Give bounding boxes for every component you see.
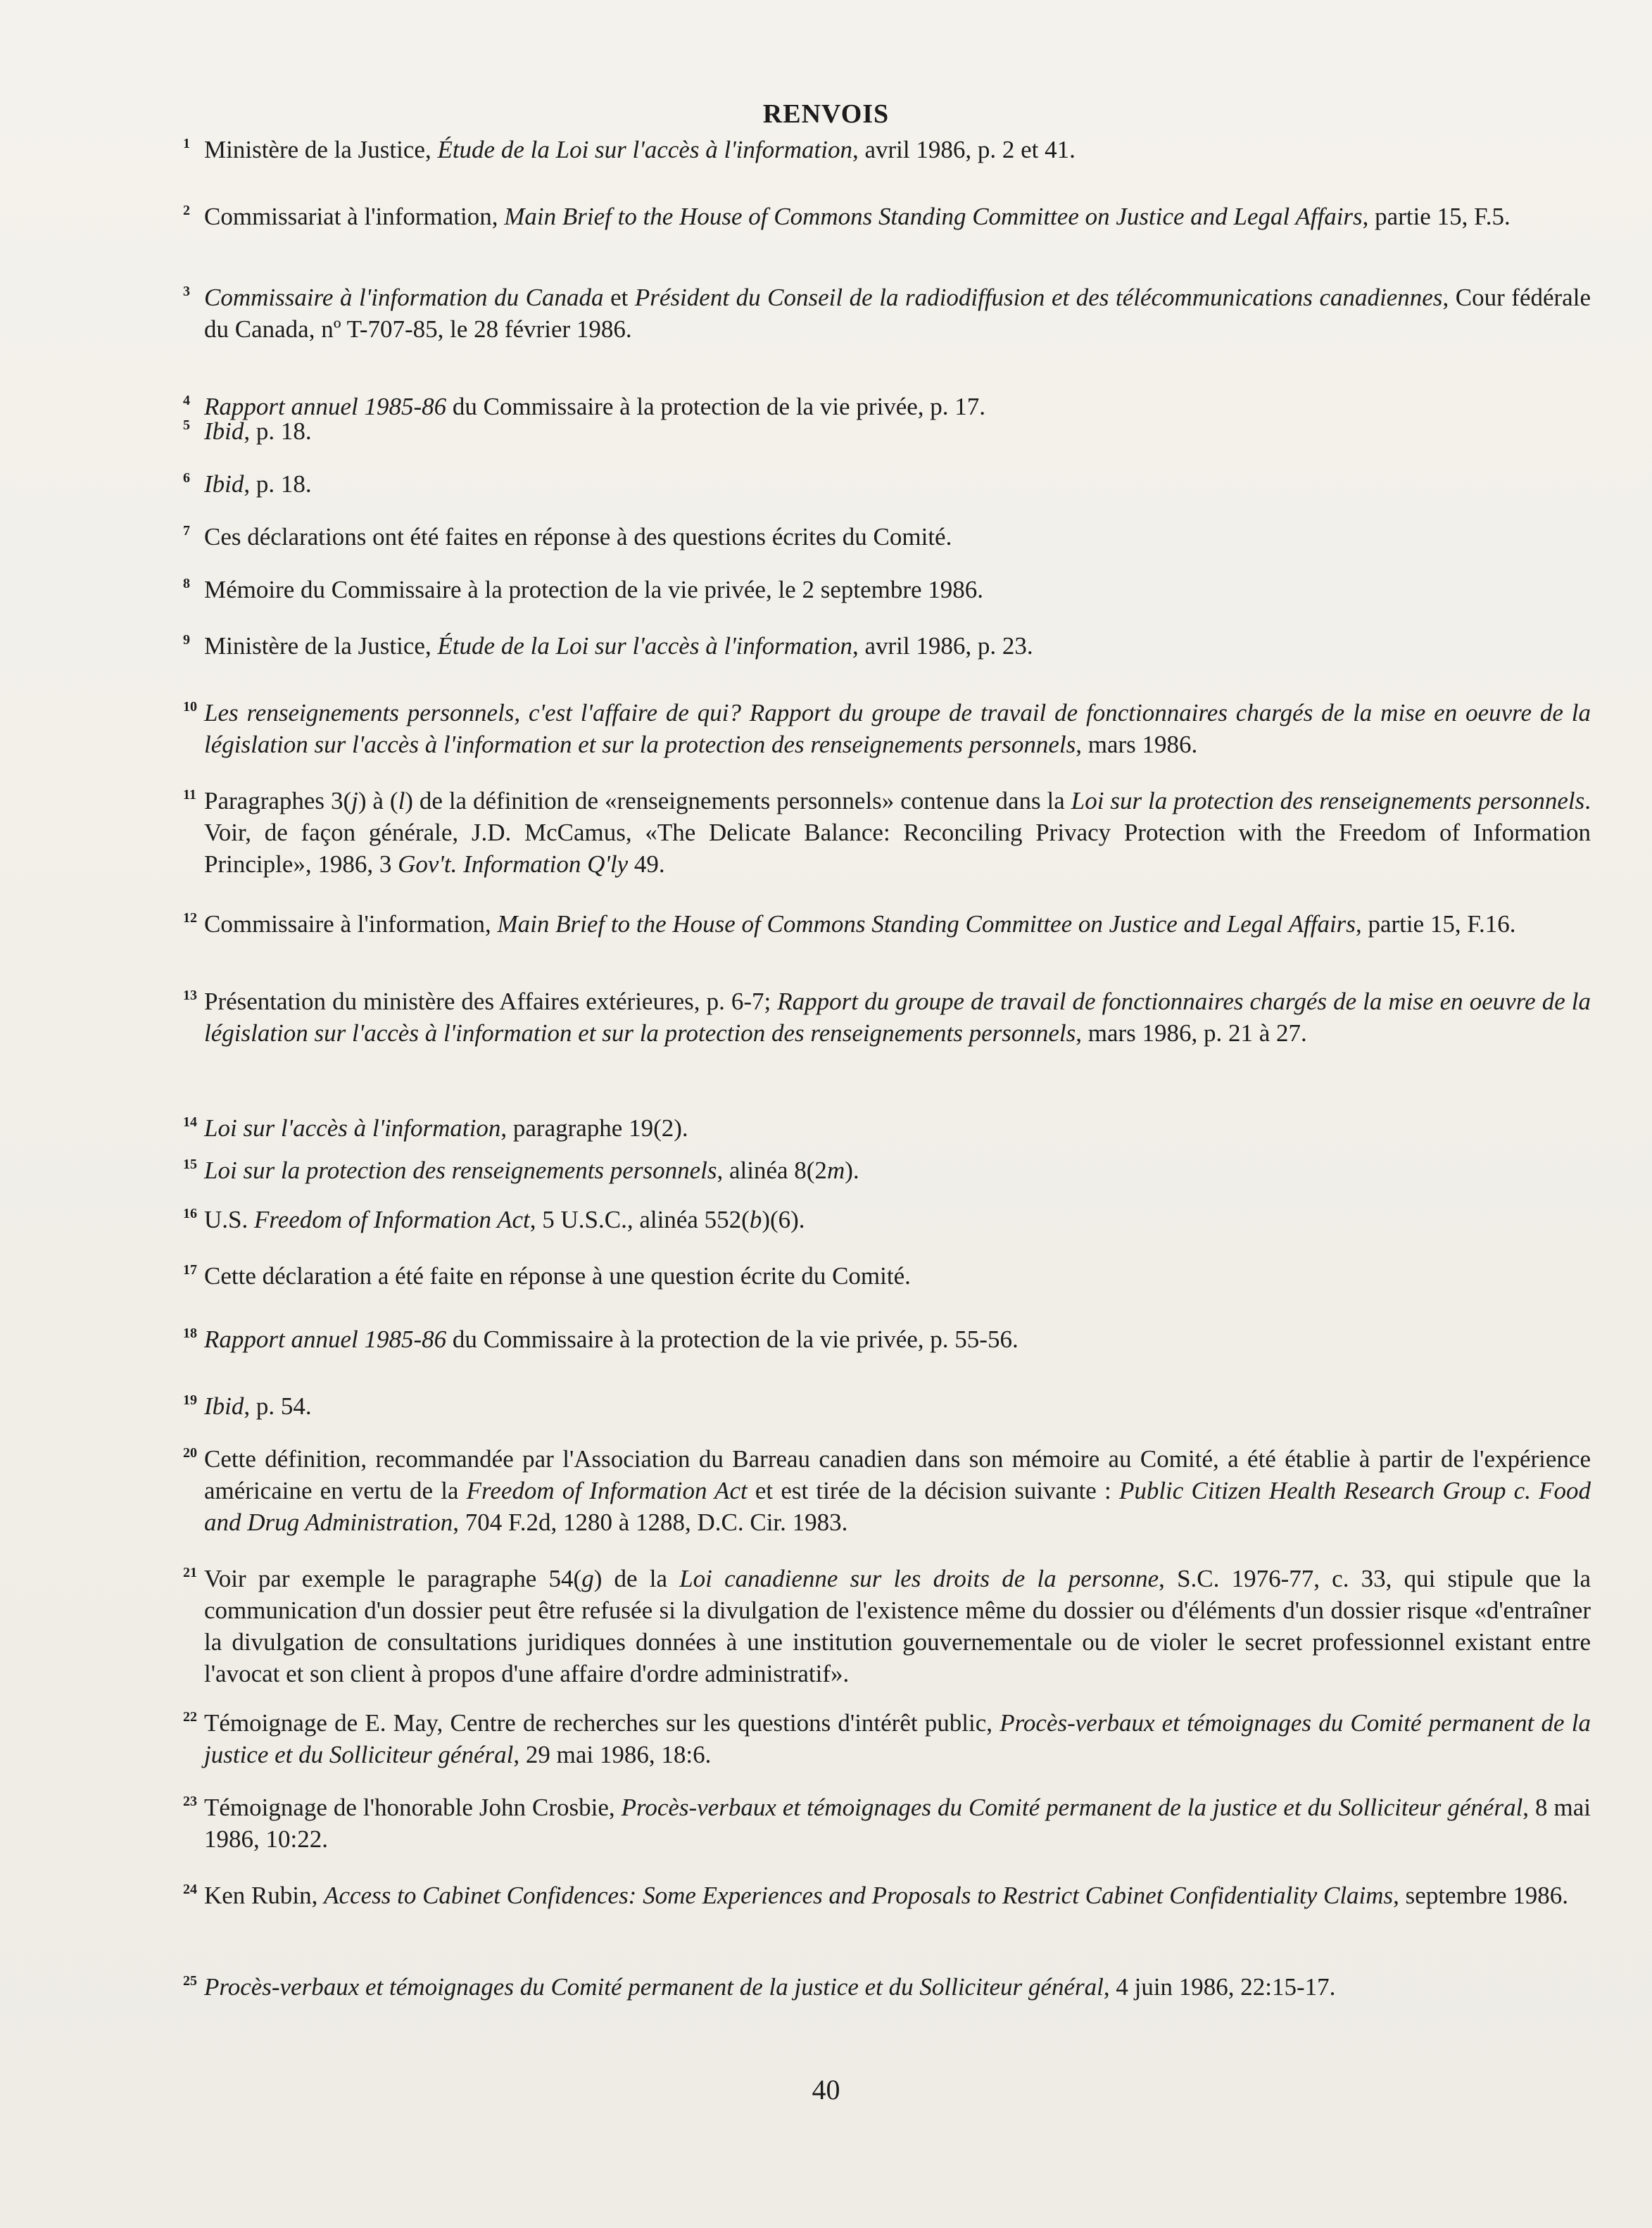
citation-text: , avril 1986, p. 23. — [852, 632, 1033, 660]
italic-citation: Étude de la Loi sur l'accès à l'information — [437, 632, 852, 660]
italic-citation: Ibid — [204, 470, 244, 498]
citation-text: Ministère de la Justice, — [204, 136, 438, 163]
italic-citation: Ibid — [204, 1392, 244, 1420]
endnote-number: 15 — [183, 1157, 197, 1172]
citation-text: ) de la définition de «renseignements personnels» contenue dans la — [405, 787, 1071, 814]
citation-text: Ministère de la Justice, — [204, 632, 438, 660]
endnote-text — [204, 787, 1591, 878]
endnote-text — [204, 1882, 1568, 1909]
endnote-number: 22 — [183, 1709, 197, 1725]
citation-text: , Cour fédérale du Canada, nº T-707-85, le 28 février 1986. — [204, 284, 1591, 343]
endnote-number: 24 — [183, 1882, 197, 1897]
italic-citation: Président du Conseil de la radiodiffusion et des télécommunications canadiennes — [634, 284, 1443, 311]
endnote-3 — [141, 282, 1591, 345]
endnote-14 — [141, 1112, 1591, 1144]
endnote-number: 8 — [183, 576, 190, 591]
endnote-text — [204, 1326, 1019, 1353]
citation-text: Présentation du ministère des Affaires extérieures, p. 6-7; — [204, 988, 778, 1015]
endnote-text — [204, 284, 1591, 343]
citation-text: , 4 juin 1986, 22:15-17. — [1103, 1973, 1336, 2001]
endnote-text — [204, 910, 1516, 938]
citation-text: Commissariat à l'information, — [204, 203, 505, 230]
endnote-25 — [141, 1971, 1591, 2003]
endnote-number: 11 — [183, 787, 196, 803]
endnote-text — [204, 1445, 1591, 1536]
italic-citation: Procès-verbaux et témoignages du Comité permanent de la justice et du Solliciteur général — [621, 1794, 1523, 1821]
endnote-text — [204, 1392, 312, 1420]
endnote-22 — [141, 1707, 1591, 1770]
endnote-number: 14 — [183, 1114, 197, 1130]
endnote-5 — [141, 415, 1591, 447]
citation-text: , mars 1986, p. 21 à 27. — [1076, 1019, 1307, 1047]
italic-citation: Rapport annuel 1985-86 — [204, 393, 447, 420]
endnote-24 — [141, 1880, 1591, 1911]
citation-text: Commissaire à l'information, — [204, 910, 498, 938]
endnote-18 — [141, 1323, 1591, 1355]
endnote-text — [204, 417, 312, 445]
endnote-19 — [141, 1390, 1591, 1422]
italic-citation: Rapport du groupe de travail de fonctionnaires chargés de la mise en oeuvre de la législation sur l'accès à l'information et sur la protection des renseignements personnels — [204, 988, 1591, 1047]
italic-citation: Access to Cabinet Confidences: Some Experiences and Proposals to Restrict Cabinet Confidentiality Claims — [324, 1882, 1394, 1909]
endnote-number: 4 — [183, 393, 190, 408]
endnote-20 — [141, 1443, 1591, 1538]
endnote-number: 17 — [183, 1262, 197, 1278]
italic-citation: Ibid — [204, 417, 244, 445]
endnote-number: 3 — [183, 284, 190, 299]
italic-citation: Main Brief to the House of Commons Standing Committee on Justice and Legal Affairs — [504, 203, 1363, 230]
endnote-number: 1 — [183, 136, 190, 151]
citation-text: et est tirée de la décision suivante : — [747, 1477, 1119, 1504]
endnote-text — [204, 1157, 859, 1184]
endnote-text — [204, 523, 952, 550]
citation-text: . Voir, de façon générale, J.D. McCamus, «The Delicate Balance: Reconciling Privacy Protection with the Freedom of Information Principle», 1986, 3 — [204, 787, 1591, 878]
endnote-10 — [141, 697, 1591, 760]
endnote-text — [204, 136, 1076, 163]
page-number: 40 — [812, 2074, 840, 2106]
citation-text: , partie 15, F.5. — [1362, 203, 1511, 230]
italic-citation: Loi sur la protection des renseignements personnels — [204, 1157, 717, 1184]
endnote-text — [204, 1565, 1591, 1687]
endnote-6 — [141, 468, 1591, 500]
endnote-number: 25 — [183, 1973, 197, 1989]
citation-text: , 704 F.2d, 1280 à 1288, D.C. Cir. 1983. — [453, 1509, 848, 1536]
citation-text: , 5 U.S.C., alinéa 552( — [529, 1206, 750, 1233]
endnote-number: 5 — [183, 417, 190, 433]
citation-text: et — [603, 284, 635, 311]
endnote-number: 23 — [183, 1794, 197, 1809]
endnote-23 — [141, 1792, 1591, 1855]
italic-citation: Procès-verbaux et témoignages du Comité permanent de la justice et du Solliciteur général — [204, 1709, 1591, 1768]
endnote-text — [204, 1114, 688, 1142]
citation-text: ) de la — [593, 1565, 680, 1592]
citation-text: , 8 mai 1986, 10:22. — [204, 1794, 1591, 1853]
citation-text: , avril 1986, p. 2 et 41. — [852, 136, 1076, 163]
endnote-number: 2 — [183, 203, 190, 218]
endnote-number: 20 — [183, 1445, 197, 1461]
endnote-number: 12 — [183, 910, 197, 926]
endnote-9 — [141, 630, 1591, 662]
italic-citation: Les renseignements personnels, c'est l'affaire de qui? Rapport du groupe de travail de fonctionnaires chargés de la mise en oeuvre de la législation sur l'accès à l'information et sur la protection des renseignements personnels — [204, 699, 1591, 758]
endnote-number: 16 — [183, 1206, 197, 1221]
italic-citation: Freedom of Information Act — [466, 1477, 748, 1504]
endnote-number: 13 — [183, 988, 197, 1003]
italic-citation: b — [749, 1206, 762, 1233]
citation-text: Témoignage de E. May, Centre de recherches sur les questions d'intérêt public, — [204, 1709, 1000, 1737]
italic-citation: Procès-verbaux et témoignages du Comité permanent de la justice et du Solliciteur général — [204, 1973, 1104, 2001]
citation-text: du Commissaire à la protection de la vie privée, p. 17. — [446, 393, 986, 420]
italic-citation: Main Brief to the House of Commons Standing Committee on Justice and Legal Affairs — [497, 910, 1356, 938]
endnote-text — [204, 203, 1511, 230]
endnote-text — [204, 699, 1591, 758]
endnote-16 — [141, 1204, 1591, 1235]
citation-text: , paragraphe 19(2). — [500, 1114, 688, 1142]
citation-text: U.S. — [204, 1206, 254, 1233]
italic-citation: Rapport annuel 1985-86 — [204, 1326, 447, 1353]
endnote-15 — [141, 1154, 1591, 1186]
citation-text: ) à ( — [358, 787, 398, 814]
citation-text: 49. — [628, 850, 665, 878]
citation-text: , p. 18. — [244, 470, 312, 498]
endnote-12 — [141, 908, 1591, 940]
citation-text: Cette déclaration a été faite en réponse à une question écrite du Comité. — [204, 1262, 911, 1290]
italic-citation: Public Citizen Health Research Group c. Food and Drug Administration — [204, 1477, 1591, 1536]
italic-citation: Loi canadienne sur les droits de la personne — [679, 1565, 1159, 1592]
endnote-text — [204, 1262, 911, 1290]
endnote-number: 19 — [183, 1392, 197, 1408]
endnote-text — [204, 988, 1591, 1047]
citation-text: , alinéa 8(2 — [717, 1157, 827, 1184]
citation-text: Voir par exemple le paragraphe 54( — [204, 1565, 582, 1592]
endnote-number: 9 — [183, 632, 190, 648]
endnote-text — [204, 1709, 1591, 1768]
endnote-text — [204, 1794, 1591, 1853]
italic-citation: Étude de la Loi sur l'accès à l'information — [437, 136, 852, 163]
endnote-text — [204, 576, 983, 603]
citation-text: ). — [845, 1157, 859, 1184]
page-title: RENVOIS — [762, 99, 890, 129]
italic-citation: l — [398, 787, 405, 814]
citation-text: , p. 18. — [244, 417, 312, 445]
citation-text: Témoignage de l'honorable John Crosbie, — [204, 1794, 622, 1821]
endnote-1 — [141, 134, 1591, 165]
endnote-21 — [141, 1563, 1591, 1689]
endnote-text — [204, 632, 1033, 660]
endnote-number: 21 — [183, 1565, 197, 1580]
endnote-number: 6 — [183, 470, 190, 486]
endnote-text — [204, 1973, 1335, 2001]
italic-citation: j — [351, 787, 358, 814]
italic-citation: Loi sur la protection des renseignements personnels — [1071, 787, 1585, 814]
citation-text: )(6). — [762, 1206, 805, 1233]
citation-text: Paragraphes 3( — [204, 787, 352, 814]
citation-text: , mars 1986. — [1076, 731, 1198, 758]
endnote-13 — [141, 986, 1591, 1049]
endnote-7 — [141, 521, 1591, 553]
citation-text: , partie 15, F.16. — [1355, 910, 1516, 938]
italic-citation: m — [826, 1157, 845, 1184]
endnote-text — [204, 470, 312, 498]
italic-citation: Freedom of Information Act — [254, 1206, 530, 1233]
endnote-number: 7 — [183, 523, 190, 539]
citation-text: Ces déclarations ont été faites en réponse à des questions écrites du Comité. — [204, 523, 952, 550]
italic-citation: g — [581, 1565, 594, 1592]
endnote-2 — [141, 201, 1591, 232]
citation-text: , S.C. 1976-77, c. 33, qui stipule que la communication d'un dossier peut être refusée si la divulgation de l'existence même du dossier ou d'éléments d'un dossier risque «d'entraîner la divulgation de consultations juridiques données à une institution gouvernementale ou de violer le secret professionnel existant entre l'avocat et son client à propos d'une affaire d'ordre administratif». — [204, 1565, 1591, 1687]
endnote-8 — [141, 574, 1591, 605]
endnote-number: 18 — [183, 1326, 197, 1341]
citation-text: Mémoire du Commissaire à la protection de la vie privée, le 2 septembre 1986. — [204, 576, 984, 603]
citation-text: , septembre 1986. — [1393, 1882, 1568, 1909]
citation-text: du Commissaire à la protection de la vie privée, p. 55-56. — [446, 1326, 1019, 1353]
citation-text: Ken Rubin, — [204, 1882, 324, 1909]
endnote-11 — [141, 785, 1591, 880]
italic-citation: Loi sur l'accès à l'information — [204, 1114, 501, 1142]
endnote-17 — [141, 1260, 1591, 1292]
italic-citation: Gov't. Information Q'ly — [398, 850, 629, 878]
citation-text: , 29 mai 1986, 18:6. — [513, 1741, 712, 1768]
italic-citation: Commissaire à l'information du Canada — [204, 284, 604, 311]
endnote-number: 10 — [183, 699, 197, 715]
citation-text: , p. 54. — [244, 1392, 312, 1420]
citation-text: Cette définition, recommandée par l'Association du Barreau canadien dans son mémoire au Comité, a été établie à partir de l'expérience américaine en vertu de la — [204, 1445, 1591, 1504]
endnote-text — [204, 1206, 805, 1233]
